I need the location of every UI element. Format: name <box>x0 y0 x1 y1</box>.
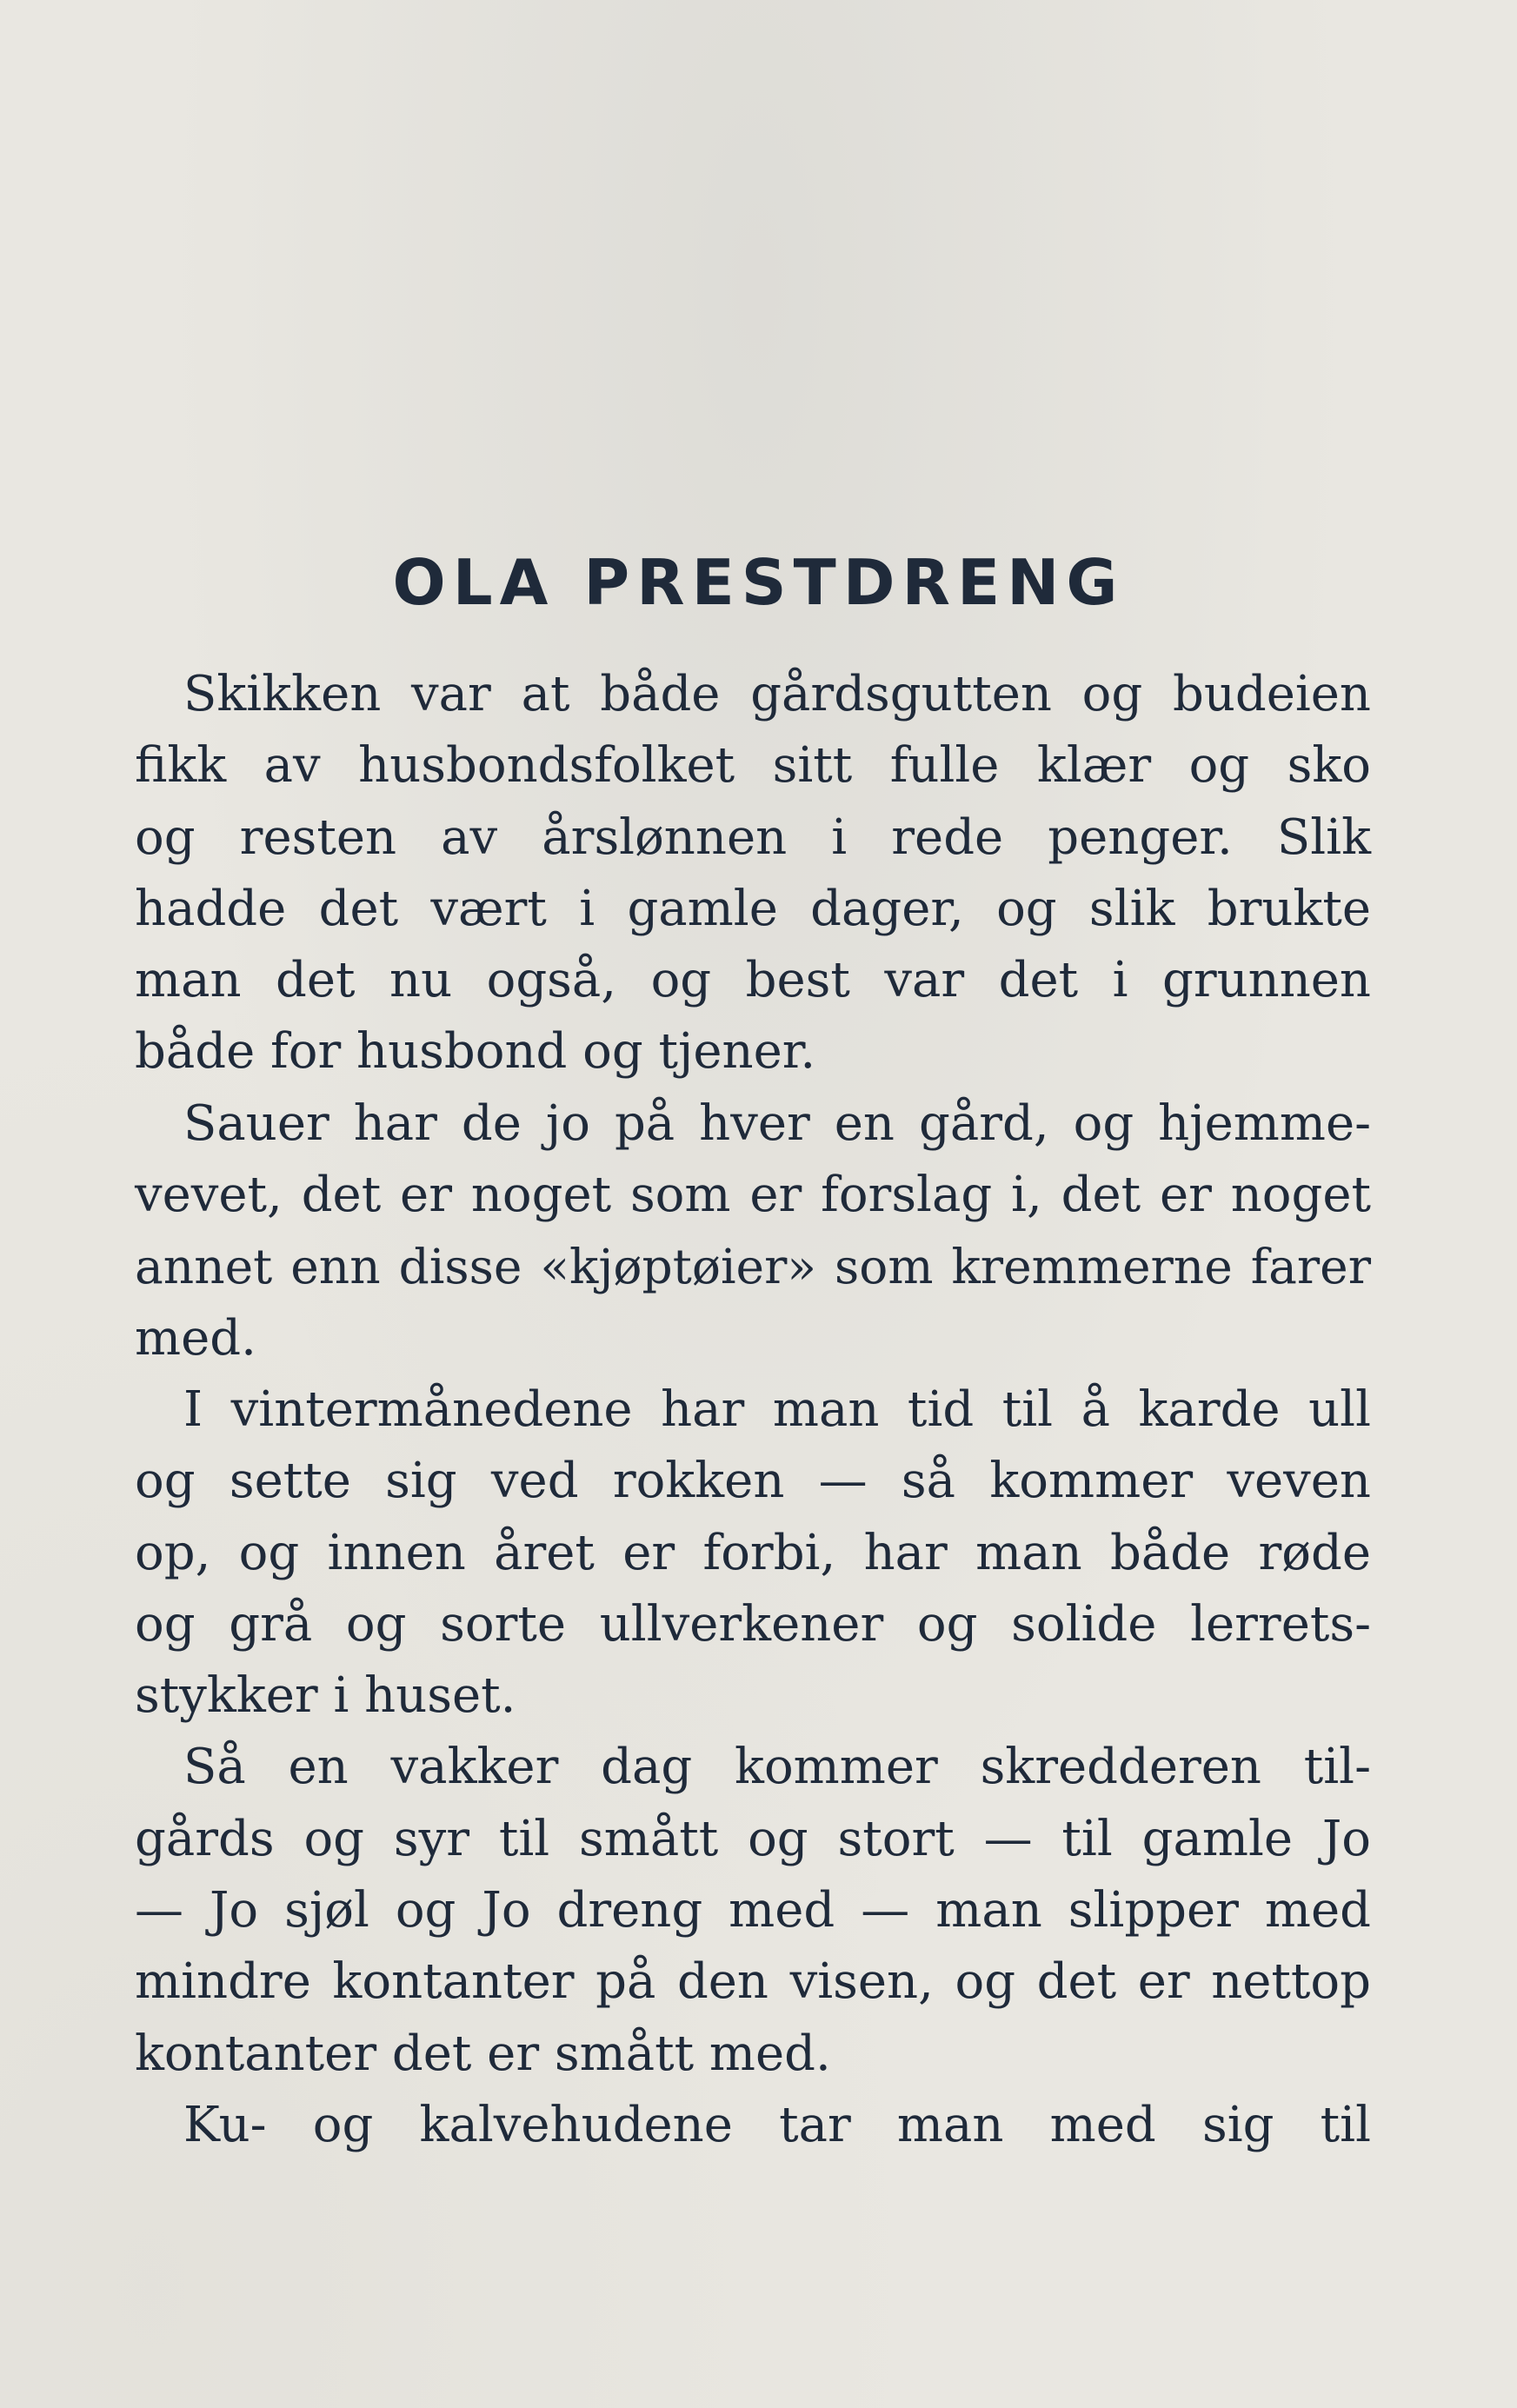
text-line: og resten av årslønnen i rede penger. Slik <box>135 808 1371 866</box>
text-line: fikk av husbondsfolket sitt fulle klær og sko <box>135 737 1371 795</box>
text-line: stykker i huset. <box>135 1667 516 1725</box>
text-line: mindre kontanter på den visen, og det er nettop <box>135 1953 1371 2011</box>
text-line: kontanter det er smått med. <box>135 2025 831 2082</box>
text-line: vevet, det er noget som er forslag i, det er noget <box>135 1167 1371 1224</box>
text-line: man det nu også, og best var det i grunnen <box>135 952 1371 1009</box>
text-line: annet enn disse «kjøptøier» som kremmerne farer <box>135 1239 1371 1295</box>
text-line: gårds og syr til smått og stort — til gamle Jo <box>135 1810 1371 1867</box>
text-line: og sette sig ved rokken — så kommer veven <box>135 1453 1371 1510</box>
text-line: Skikken var at både gårdsgutten og budeien <box>183 666 1371 722</box>
text-line: hadde det vært i gamle dager, og slik brukte <box>135 880 1371 937</box>
text-line: Sauer har de jo på hver en gård, og hjemme- <box>183 1094 1371 1152</box>
text-line: og grå og sorte ullverkener og solide lerrets- <box>135 1595 1371 1653</box>
text-line: op, og innen året er forbi, har man både røde <box>135 1524 1371 1581</box>
text-line: I vintermånedene har man tid til å karde ull <box>183 1380 1371 1438</box>
text-line: både for husbond og tjener. <box>135 1023 816 1081</box>
text-line: Så en vakker dag kommer skredderen til- <box>183 1739 1371 1796</box>
text-line: med. <box>135 1309 256 1367</box>
text-line: — Jo sjøl og Jo dreng med — man slipper med <box>135 1882 1371 1939</box>
body-text <box>135 659 1371 2161</box>
text-line: Ku- og kalvehudene tar man med sig til <box>183 2096 1371 2153</box>
chapter-title: OLA PRESTDRENG <box>392 546 1125 619</box>
